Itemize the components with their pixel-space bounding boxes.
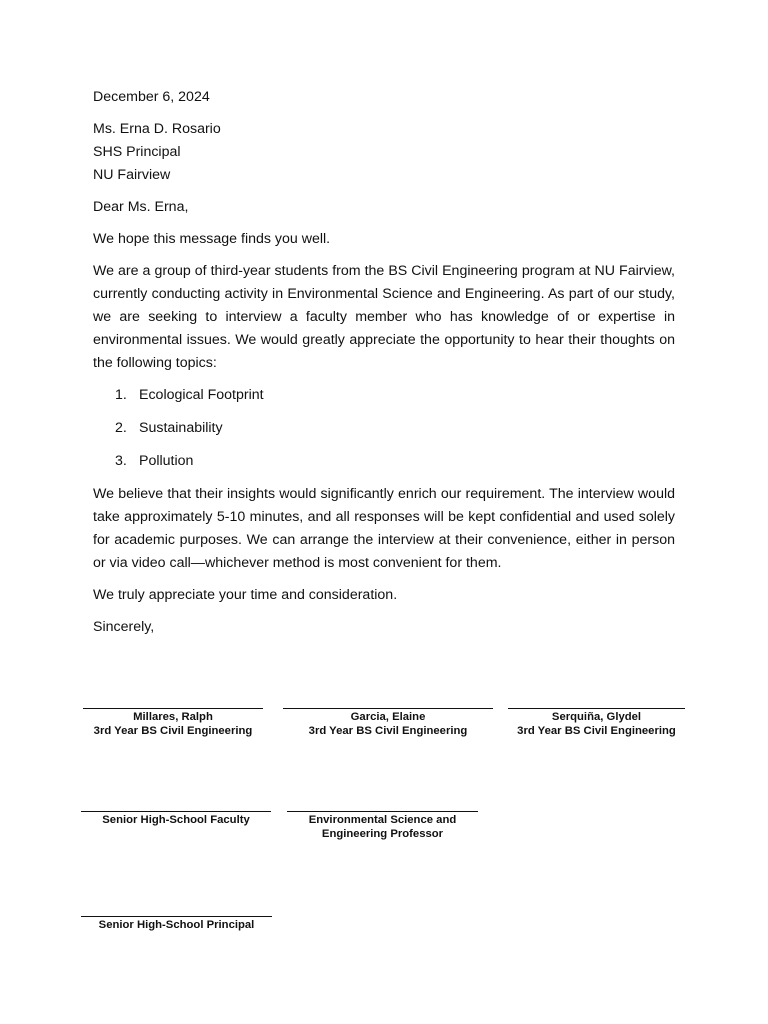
signature-block-student-3 — [508, 708, 685, 738]
salutation: Dear Ms. Erna, — [93, 199, 189, 215]
signatory-title: Senior High-School Principal — [98, 919, 255, 931]
letter-body — [93, 86, 675, 639]
signatory-title: Senior High-School Faculty — [102, 814, 250, 826]
signatory-name: Millares, Ralph — [133, 711, 213, 723]
signatory-title: 3rd Year BS Civil Engineering — [517, 725, 676, 737]
signature-line — [283, 708, 493, 709]
opening-line: We hope this message finds you well. — [93, 231, 331, 247]
signature-block-principal — [81, 916, 272, 932]
signature-line — [81, 916, 272, 917]
body-paragraph-2: We believe that their insights would significantly enrich our requirement. The interview would take approximately 5-10 minutes, and all responses will be kept confidential and used solely for academic purposes. We can arrange the interview at their convenience, either in person or via video call—whichever method is most convenient for them. — [93, 486, 675, 571]
list-item-label: Ecological Footprint — [139, 387, 264, 403]
signatory-title-line-2: Engineering Professor — [321, 828, 444, 840]
list-item-number: 1. — [115, 387, 127, 403]
recipient-position: SHS Principal — [93, 144, 181, 160]
recipient-block — [93, 118, 675, 187]
signature-line — [508, 708, 685, 709]
signature-line — [81, 811, 271, 812]
signature-line — [83, 708, 263, 709]
recipient-name: Ms. Erna D. Rosario — [93, 121, 221, 137]
list-item-number: 2. — [115, 420, 127, 436]
list-item — [93, 384, 675, 407]
signatory-title: 3rd Year BS Civil Engineering — [93, 725, 253, 737]
letter-date: December 6, 2024 — [93, 89, 210, 105]
list-item-label: Pollution — [139, 453, 194, 469]
list-item-number: 3. — [115, 453, 127, 469]
topics-list — [93, 384, 675, 473]
signature-line — [287, 811, 478, 812]
list-item — [93, 417, 675, 440]
recipient-institution: NU Fairview — [93, 167, 171, 183]
closing-line: Sincerely, — [93, 619, 155, 635]
signatory-name: Serquiña, Glydel — [551, 711, 642, 723]
signature-block-student-2 — [283, 708, 493, 738]
list-item — [93, 450, 675, 473]
signatory-name: Garcia, Elaine — [350, 711, 426, 723]
signatory-title: 3rd Year BS Civil Engineering — [308, 725, 468, 737]
signature-block-faculty — [81, 811, 271, 827]
signature-block-professor — [287, 811, 478, 841]
signature-block-student-1 — [83, 708, 263, 738]
thanks-line: We truly appreciate your time and consideration. — [93, 587, 398, 603]
list-item-label: Sustainability — [139, 420, 223, 436]
signatory-title-line-1: Environmental Science and — [308, 814, 457, 826]
body-paragraph-1: We are a group of third-year students from the BS Civil Engineering program at NU Fairview, currently conducting activity in Environmental Science and Engineering. As part of our study, we are seeking to interview a faculty member who has knowledge of or expertise in environmental issues. We would greatly appreciate the opportunity to hear their thoughts on the following topics: — [93, 263, 675, 371]
